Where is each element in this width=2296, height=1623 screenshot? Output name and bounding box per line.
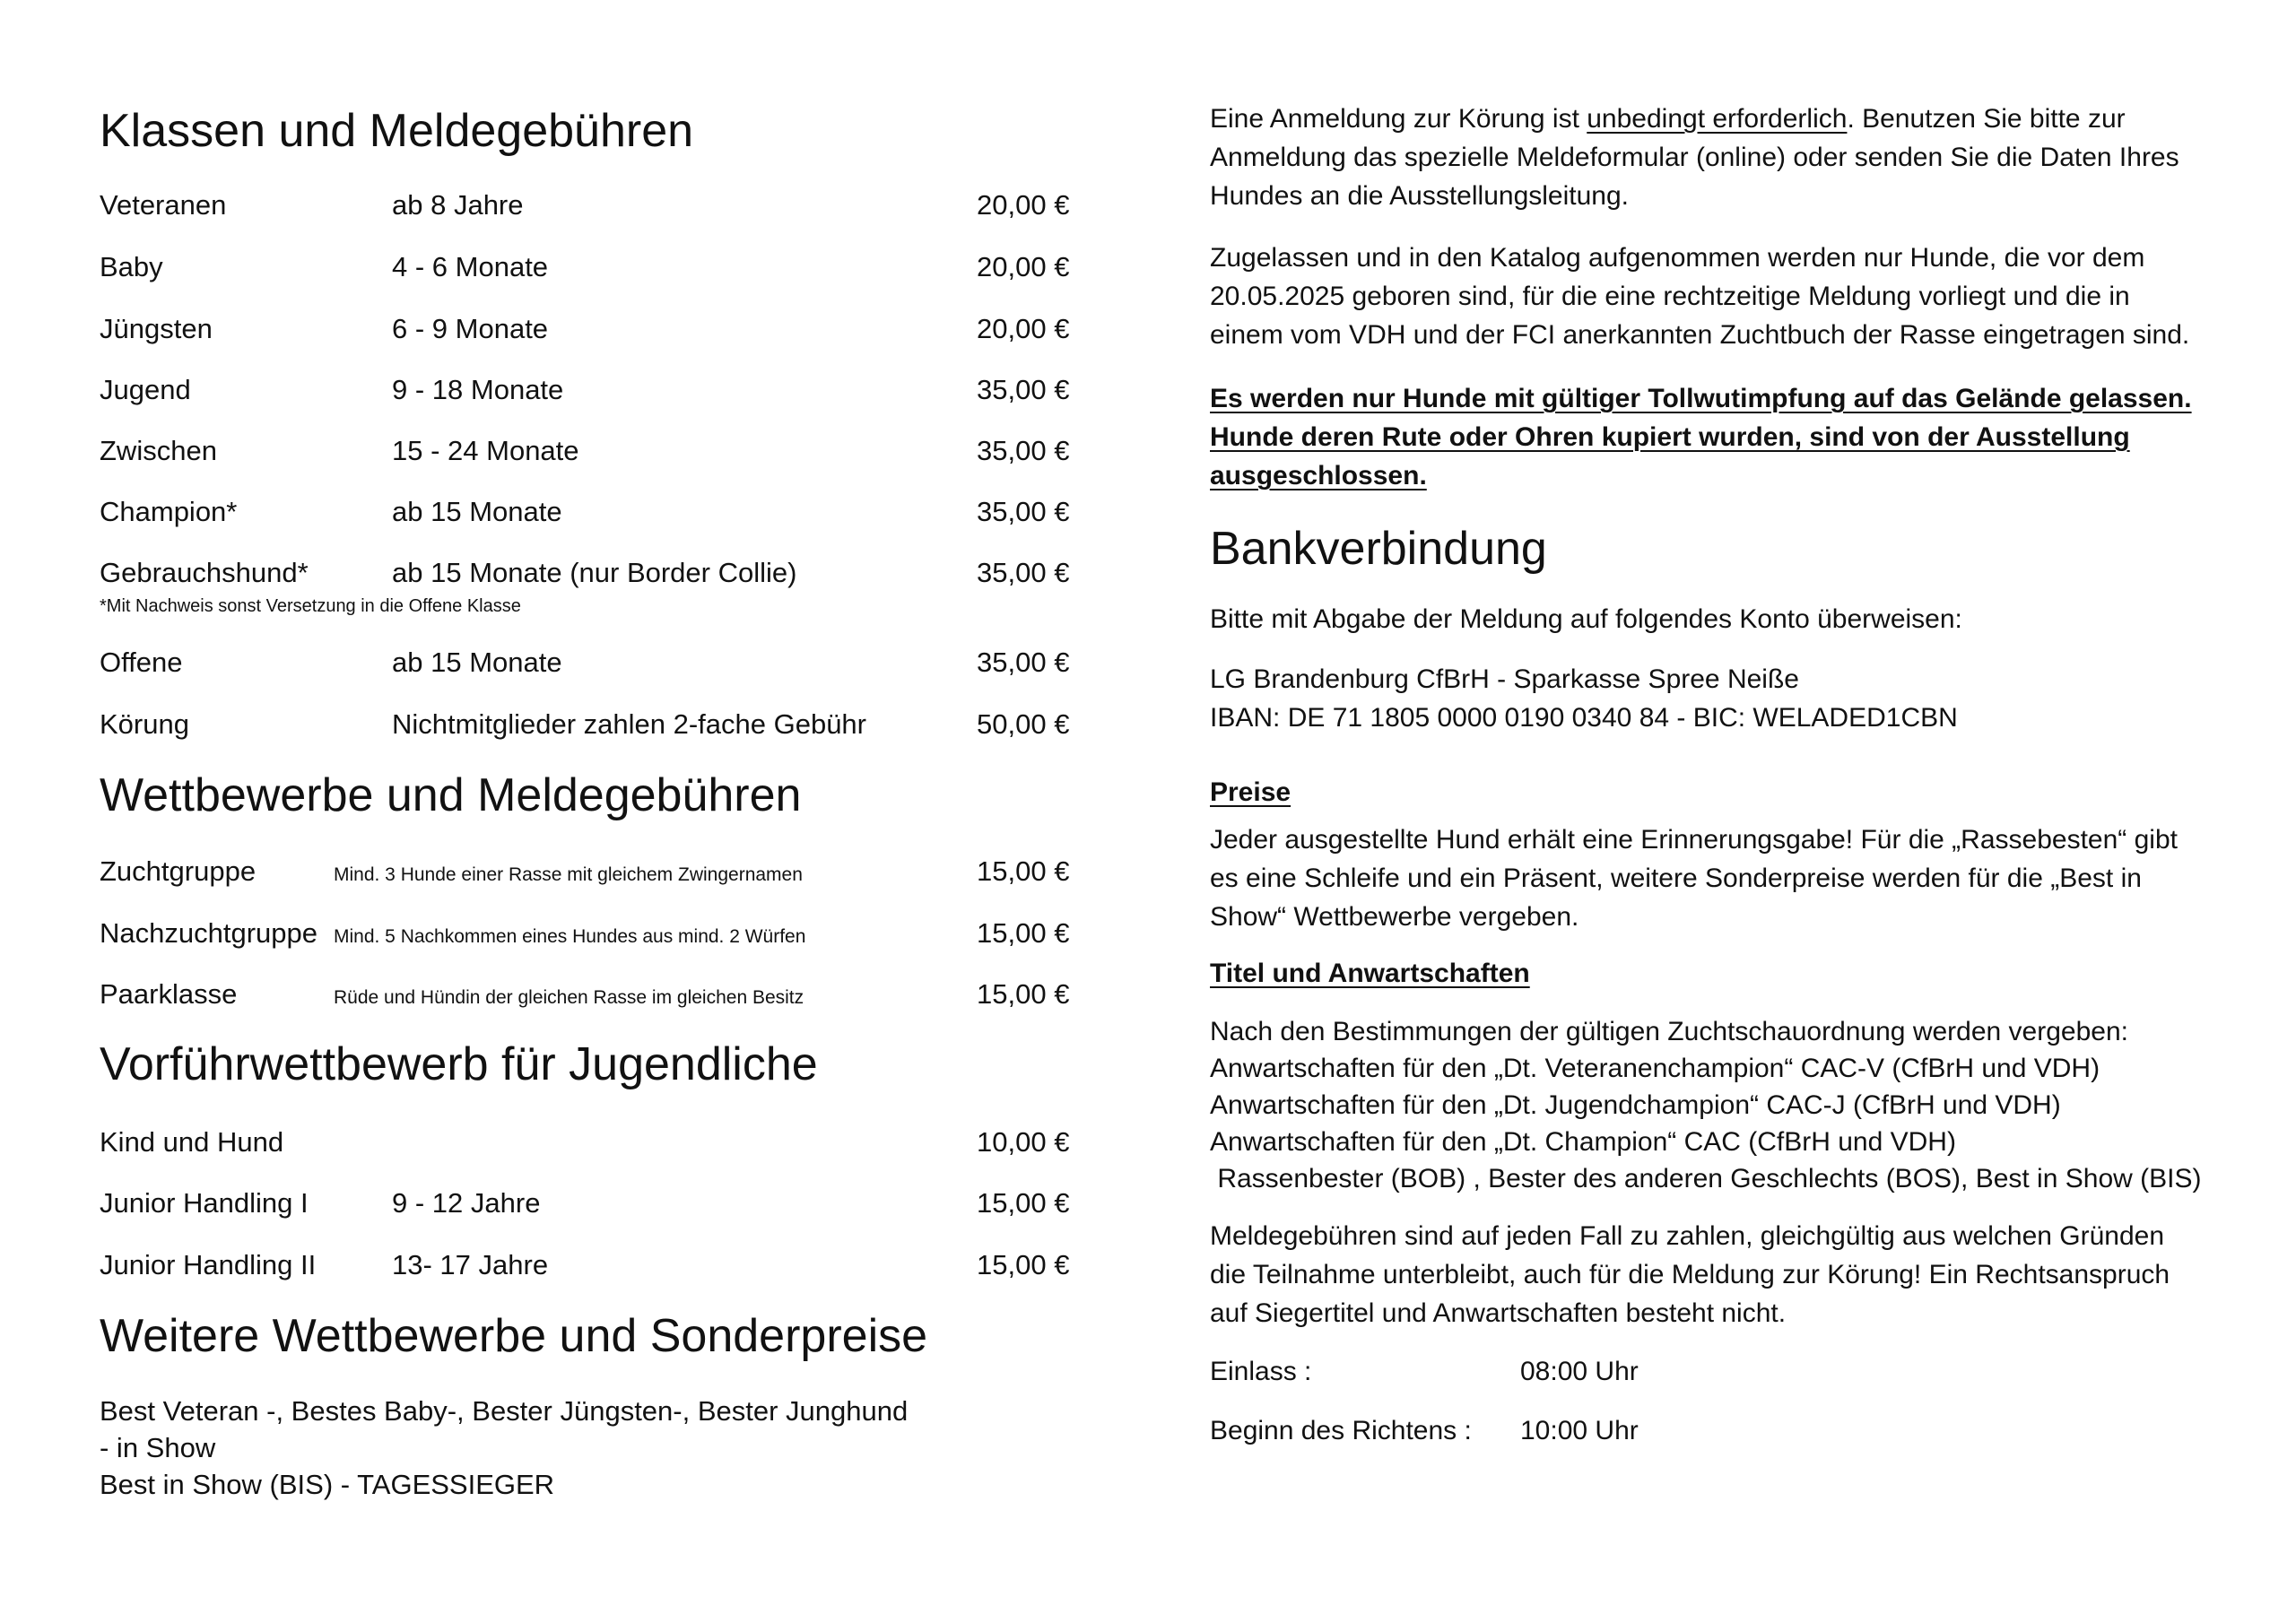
youth-heading: Vorführwettbewerb für Jugendliche [100,1038,818,1090]
youth-fee: 15,00 € [977,1187,1070,1219]
schedule-label: Einlass : [1210,1357,1312,1386]
prizes-line: es eine Schleife und ein Präsent, weitere Sonderpreise werden für die „Best in [1210,864,2142,893]
warning-paragraph [1210,379,2192,495]
class-row [100,185,1068,226]
classes-heading: Klassen und Meldegebühren [100,105,694,157]
schedule-label: Beginn des Richtens : [1210,1416,1472,1445]
class-name: Gebrauchshund* [100,557,309,588]
schedule-time: 10:00 Uhr [1520,1416,1639,1445]
class-name: Zwischen [100,435,217,466]
class-row [100,247,1068,288]
class-age: ab 15 Monate (nur Border Collie) [392,557,797,588]
prizes-line: Jeder ausgestellte Hund erhält eine Erinnerungsgabe! Für die „Rassebesten“ gibt [1210,825,2178,855]
registration-paragraph [1210,100,2179,215]
titles-line: Nach den Bestimmungen der gültigen Zuchtschauordnung werden vergeben: [1210,1017,2128,1046]
class-name: Jugend [100,374,191,405]
schedule-time: 08:00 Uhr [1520,1357,1639,1386]
warning-line: Es werden nur Hunde mit gültiger Tollwutimpfung auf das Gelände gelassen. [1210,384,2192,413]
class-age: 15 - 24 Monate [392,435,579,466]
class-row [100,308,1068,350]
titles-heading: Titel und Anwartschaften [1210,959,1530,988]
special-line: - in Show [100,1432,216,1463]
bank-account-line: LG Brandenburg CfBrH - Sparkasse Spree Neiße [1210,664,1799,694]
class-name: Jüngsten [100,313,213,344]
competition-row [100,974,1068,1015]
class-name: Baby [100,251,163,282]
titles-line: Anwartschaften für den „Dt. Jugendchampion“ CAC-J (CfBrH und VDH) [1210,1090,2061,1120]
class-fee: 20,00 € [977,189,1070,221]
youth-age: 9 - 12 Jahre [392,1187,541,1219]
competition-fee: 15,00 € [977,855,1070,887]
youth-name: Junior Handling II [100,1249,317,1280]
competition-name: Paarklasse [100,978,238,1010]
youth-age: 13- 17 Jahre [392,1249,549,1280]
competition-desc: Mind. 5 Nachkommen eines Hundes aus mind. 2 Würfen [334,926,806,947]
admission-line: Zugelassen und in den Katalog aufgenommen werden nur Hunde, die vor dem [1210,243,2145,273]
titles-paragraph [1210,1013,2201,1197]
class-name: Veteranen [100,189,227,221]
class-age: ab 15 Monate [392,647,562,678]
class-row [100,491,1068,533]
bank-intro: Bitte mit Abgabe der Meldung auf folgendes Konto überweisen: [1210,604,1962,634]
class-row [100,704,1068,745]
titles-line: Anwartschaften für den „Dt. Veteranenchampion“ CAC-V (CfBrH und VDH) [1210,1054,2100,1083]
warning-line: Hunde deren Rute oder Ohren kupiert wurden, sind von der Ausstellung [1210,422,2130,452]
registration-line: Hundes an die Ausstellungsleitung. [1210,181,1629,211]
class-name: Körung [100,708,189,740]
class-fee: 50,00 € [977,708,1070,740]
class-fee: 35,00 € [977,374,1070,405]
youth-name: Kind und Hund [100,1126,284,1158]
class-fee: 35,00 € [977,557,1070,588]
titles-line: Rassenbester (BOB) , Bester des anderen Geschlechts (BOS), Best in Show (BIS) [1210,1164,2202,1193]
competition-row [100,851,1068,892]
warning-line: ausgeschlossen. [1210,461,1427,490]
bank-heading: Bankverbindung [1210,523,1547,575]
registration-text: Eine Anmeldung zur Körung ist [1210,104,1587,134]
class-fee: 20,00 € [977,251,1070,282]
competition-desc: Mind. 3 Hunde einer Rasse mit gleichem Zwingernamen [334,864,803,885]
youth-name: Junior Handling I [100,1187,309,1219]
admission-line: einem vom VDH und der FCI anerkannten Zuchtbuch der Rasse eingetragen sind. [1210,320,2190,350]
fees-note-paragraph [1210,1217,2170,1332]
class-fee: 35,00 € [977,496,1070,527]
competition-fee: 15,00 € [977,917,1070,949]
special-heading: Weitere Wettbewerbe und Sonderpreise [100,1310,928,1362]
youth-fee: 15,00 € [977,1249,1070,1280]
registration-emphasis: unbedingt erforderlich [1587,104,1848,134]
special-line: Best Veteran -, Bestes Baby-, Bester Jüngsten-, Bester Junghund [100,1395,909,1427]
prizes-heading: Preise [1210,777,1292,807]
class-row [100,430,1068,472]
prizes-paragraph [1210,820,2178,936]
registration-text: . Benutzen Sie bitte zur [1847,104,2126,134]
youth-fee: 10,00 € [977,1126,1070,1158]
class-row [100,642,1068,683]
class-age: ab 8 Jahre [392,189,524,221]
registration-line: Anmeldung das spezielle Meldeformular (online) oder senden Sie die Daten Ihres [1210,143,2179,172]
fees-note-line: die Teilnahme unterbleibt, auch für die Meldung zur Körung! Ein Rechtsanspruch [1210,1260,2170,1289]
class-fee: 20,00 € [977,313,1070,344]
class-age: 9 - 18 Monate [392,374,564,405]
class-age: 6 - 9 Monate [392,313,549,344]
admission-line: 20.05.2025 geboren sind, für die eine rechtzeitige Meldung vorliegt und die in [1210,282,2130,311]
class-age: 4 - 6 Monate [392,251,549,282]
class-fee: 35,00 € [977,647,1070,678]
competition-name: Zuchtgruppe [100,855,257,887]
competition-name: Nachzuchtgruppe [100,917,317,949]
fees-note-line: auf Siegertitel und Anwartschaften besteht nicht. [1210,1298,1787,1328]
class-age: ab 15 Monate [392,496,562,527]
prizes-line: Show“ Wettbewerbe vergeben. [1210,902,1579,932]
titles-line: Anwartschaften für den „Dt. Champion“ CAC (CfBrH und VDH) [1210,1127,1956,1157]
class-name: Offene [100,647,183,678]
iban-line: IBAN: DE 71 1805 0000 0190 0340 84 - BIC: WELADED1CBN [1210,703,1958,733]
class-row [100,552,1068,594]
competitions-heading: Wettbewerbe und Meldegebühren [100,769,802,821]
competition-desc: Rüde und Hündin der gleichen Rasse im gleichen Besitz [334,987,804,1008]
class-fee: 35,00 € [977,435,1070,466]
special-line: Best in Show (BIS) - TAGESSIEGER [100,1469,555,1500]
fees-note-line: Meldegebühren sind auf jeden Fall zu zahlen, gleichgültig aus welchen Gründen [1210,1221,2165,1251]
class-footnote: *Mit Nachweis sonst Versetzung in die Offene Klasse [100,596,521,616]
admission-paragraph [1210,239,2189,354]
youth-row [100,1122,1068,1163]
class-name: Champion* [100,496,238,527]
class-age: Nichtmitglieder zahlen 2-fache Gebühr [392,708,866,740]
competition-fee: 15,00 € [977,978,1070,1010]
class-row [100,369,1068,411]
bank-details [1210,660,1958,737]
competition-row [100,913,1068,954]
youth-row [100,1183,1068,1224]
youth-row [100,1245,1068,1286]
